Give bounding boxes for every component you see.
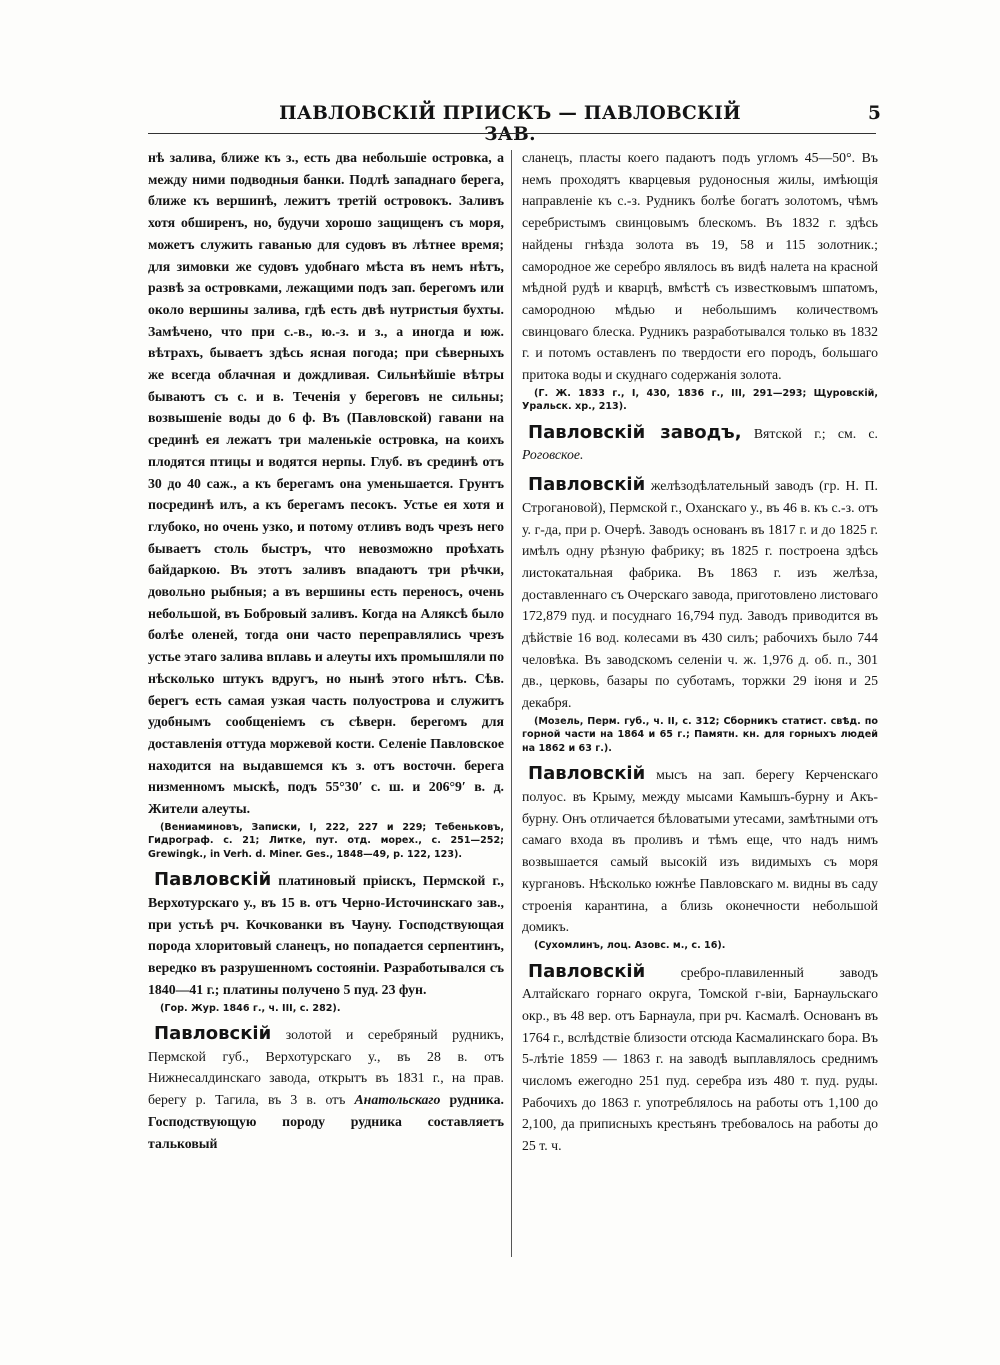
entry-text-italic: Роговское. xyxy=(522,447,584,463)
article-continuation-reference: (Вениаминовъ, Записки, I, 222, 227 и 229; Тебеньковъ, Гидрограф. с. 21; Литке, пут. отд. морех., с. 251—252; Grewingk., in Verh. d. Miner. Ges., 1848—49, p. 122, 123). xyxy=(148,821,504,860)
entry-headword: Павловскій xyxy=(528,960,646,982)
article-continuation-reference: (Г. Ж. 1833 г., I, 430, 1836 г., III, 291—293; Щуровскій, Уральск. хр., 213). xyxy=(522,387,878,413)
entry-text: Вятской г.; см. с. xyxy=(741,425,879,441)
entry-text: сребро-плавиленный заводъ Алтайскаго горнаго округа, Томской г-віи, Барнаульскаго окр., въ 48 вер. отъ Барнаула, при рч. Касмалѣ. Основанъ въ 1764 г., вслѣдствіе близости отсюда Касмалинскаго бора. Въ 5-лѣтіе 1859 — 1863 г. на заводѣ выплавлялось среднимъ числомъ ежегодно 251 пуд. серебра изъ 480 т. пуд. руды. Рабочихъ до 1863 г. употреблялось на работы отъ 1,100 до 2,100, да приписныхъ крестьянъ требовалось на работы до 25 т. ч. xyxy=(522,964,878,1154)
column-divider xyxy=(511,150,512,1257)
entry-headword: Павловскій xyxy=(154,1023,272,1045)
right-column xyxy=(522,147,878,1157)
entry-text: золотой и серебряный рудникъ, Пермской губ., Верхотурскаго у., въ 28 в. отъ Нижнесалдинскаго завода, открытъ въ 1831 г., на прав. берегу р. Тагила, въ 3 в. отъ xyxy=(148,1027,504,1108)
entry-text-tail: рудника. Господствующую породу рудника составляетъ тальковый xyxy=(148,1092,504,1151)
entry-headword: Павловскій заводъ, xyxy=(528,421,742,443)
entry-text-italic: Анатольскаго xyxy=(354,1092,441,1108)
entry-text: платиновый пріискъ, Пермской г., Верхотурскаго у., въ 15 в. отъ Черно-Источинскаго зав., при устьѣ рч. Кочкованки въ Чауну. Господствующая порода хлоритовый сланецъ, но попадается серпентинъ, вередко въ разрушенномъ состояніи. Разработывался съ 1840—41 г.; платины получено 5 пуд. 23 фун. xyxy=(148,873,504,997)
article-entry-vyatka-plant xyxy=(522,422,878,466)
running-header-title: ПАВЛОВСКІЙ ПРІИСКЪ — ПАВЛОВСКІЙ ЗАВ. xyxy=(279,103,741,145)
header-rule xyxy=(148,133,876,134)
article-continuation-text: нѣ залива, ближе къ з., есть два небольшіе островка, а между ними подводныя банки. Подлѣ западнаго берега, ближе къ вершинѣ, лежитъ третій островокъ. Заливъ хотя обширенъ, но, будучи хорошо защищенъ съ моря, можетъ служить гаванью для судовъ въ лѣтнее время; для зимовки же судовъ удобнаго мѣста въ немъ нѣтъ, развѣ за островками, лежащими подъ зап. берегомъ или около вершины залива, гдѣ есть двѣ нутристыя бухты. Замѣчено, что при с.-в., ю.-з. и з., а иногда и юж. вѣтрахъ, бываетъ здѣсь ясная погода; при сѣверныхъ же всегда облачная и дождливая. Сильнѣйшіе вѣтры бываютъ съ с. и в. Теченія у береговъ не сильны; возвышеніе воды до 6 ф. Въ (Павловской) гавани на срединѣ ея лежатъ три маленькіе островка, на коихъ плодятся птицы и водятся нерпы. Глуб. въ срединѣ отъ 30 до 40 саж., а къ берегамъ она уменьшается. Грунтъ посрединѣ илъ, а къ берегамъ песокъ. Устье ея хотя и глубоко, но очень узко, и потому отливъ водъ чрезъ него бываетъ столь быстръ, что невозможно проѣхать байдаркою. Въ этотъ заливъ впадаютъ три рѣчки, довольно рыбныя; а въ вершины есть переносъ, очень небольшой, въ Бобровый заливъ. Когда на Аляксѣ было болѣе оленей, тогда они часто переправлялись чрезъ устье этаго залива вплавь и алеуты ихъ промышляли по нѣсколько штукъ вдругъ, но нынѣ этого нѣтъ. Сѣв. берегъ есть самая узкая часть полуострова и служитъ удобнымъ сообщеніемъ съ сѣверн. берегомъ для доставленія оттуда моржевой кости. Селеніе Павловское находится на выдавшемся къ з. отъ восточн. берега низменномъ мыскѣ, подъ 55°30′ с. ш. и 206°9′ в. д. Жители алеуты. xyxy=(148,150,504,817)
entry-text: мысъ на зап. берегу Керченскаго полуос. въ Крыму, между мысами Камышъ-бурну и Акъ-бурну. Онъ отличается бѣловатыми утесами, замѣтными отъ самаго входа въ проливъ и тѣмъ еще, что надъ нимъ возвышается самый высокій изъ видимыхъ съ моря кургановъ. Нѣсколько южнѣе Павловскаго м. видны въ саду строенія карантина, а близь оконечности небольшой домикъ. xyxy=(522,767,878,935)
article-entry-platinum-mine xyxy=(148,869,504,1015)
entry-reference: (Гор. Жур. 1846 г., ч. III, с. 282). xyxy=(160,1002,341,1014)
entry-reference: (Мозель, Перм. губ., ч. II, с. 312; Сборникъ статист. свѣд. по горной части на 1864 и 65 г.; Памятн. кн. для горныхъ людей на 1862 и 63 г.). xyxy=(522,715,878,754)
article-continuation-text: сланецъ, пласты коего падаютъ подъ угломъ 45—50°. Въ немъ проходятъ кварцевыя рудоносныя жилы, имѣющія направленіе къ с.-з. Рудникъ болѣе богатъ золотомъ, чѣмъ серебристымъ свинцовымъ блескомъ. Въ 1832 г. здѣсь найдены гнѣзда золота въ 19, 58 и 115 золотник.; самородное же серебро являлось въ видѣ налета на красной мѣдной рудѣ и кварцѣ, вмѣстѣ съ известковымъ шпатомъ, самородною мѣдью и небольшимъ количествомъ свинцоваго блеска. Рудникъ разработывался только въ 1832 г. и потомъ оставленъ по твердости его породъ, большаго притока воды и скуднаго содержанія золота. xyxy=(522,150,878,383)
article-entry-gold-silver-mine xyxy=(148,1023,504,1154)
entry-text: желѣзодѣлательный заводъ (гр. Н. П. Строгановой), Пермской г., Оханскаго у., въ 46 в. къ с.-з. отъ у. г-да, при р. Очерѣ. Заводъ основанъ въ 1817 г. и до 1825 г. имѣлъ одну рѣзную фабрику; въ 1825 г. построена здѣсь листокатальная фабрика. Въ 1863 г. изъ желѣза, доставленнаго съ Очерскаго завода, приготовлено листоваго 172,879 пуд. и посуднаго 16,794 пуд. Заводъ приводится въ дѣйствіе 16 вод. колесами въ 430 силъ; рабочихъ было 744 человѣка. Въ заводскомъ селеніи ч. ж. 1,976 д. об. п., 301 дв., церковь, базары по суботамъ, торжки 29 іюня и 25 декабря. xyxy=(522,478,878,711)
article-entry-silver-smelter xyxy=(522,961,878,1157)
entry-headword: Павловскій xyxy=(528,474,646,496)
article-entry-cape xyxy=(522,763,878,952)
article-entry-iron-works xyxy=(522,474,878,755)
entry-headword: Павловскій xyxy=(154,869,272,891)
entry-reference: (Сухомлинъ, лоц. Азовс. м., с. 16). xyxy=(534,940,726,951)
left-column xyxy=(148,147,504,1154)
page-number: 5 xyxy=(868,103,881,124)
entry-headword: Павловскій xyxy=(528,763,646,785)
